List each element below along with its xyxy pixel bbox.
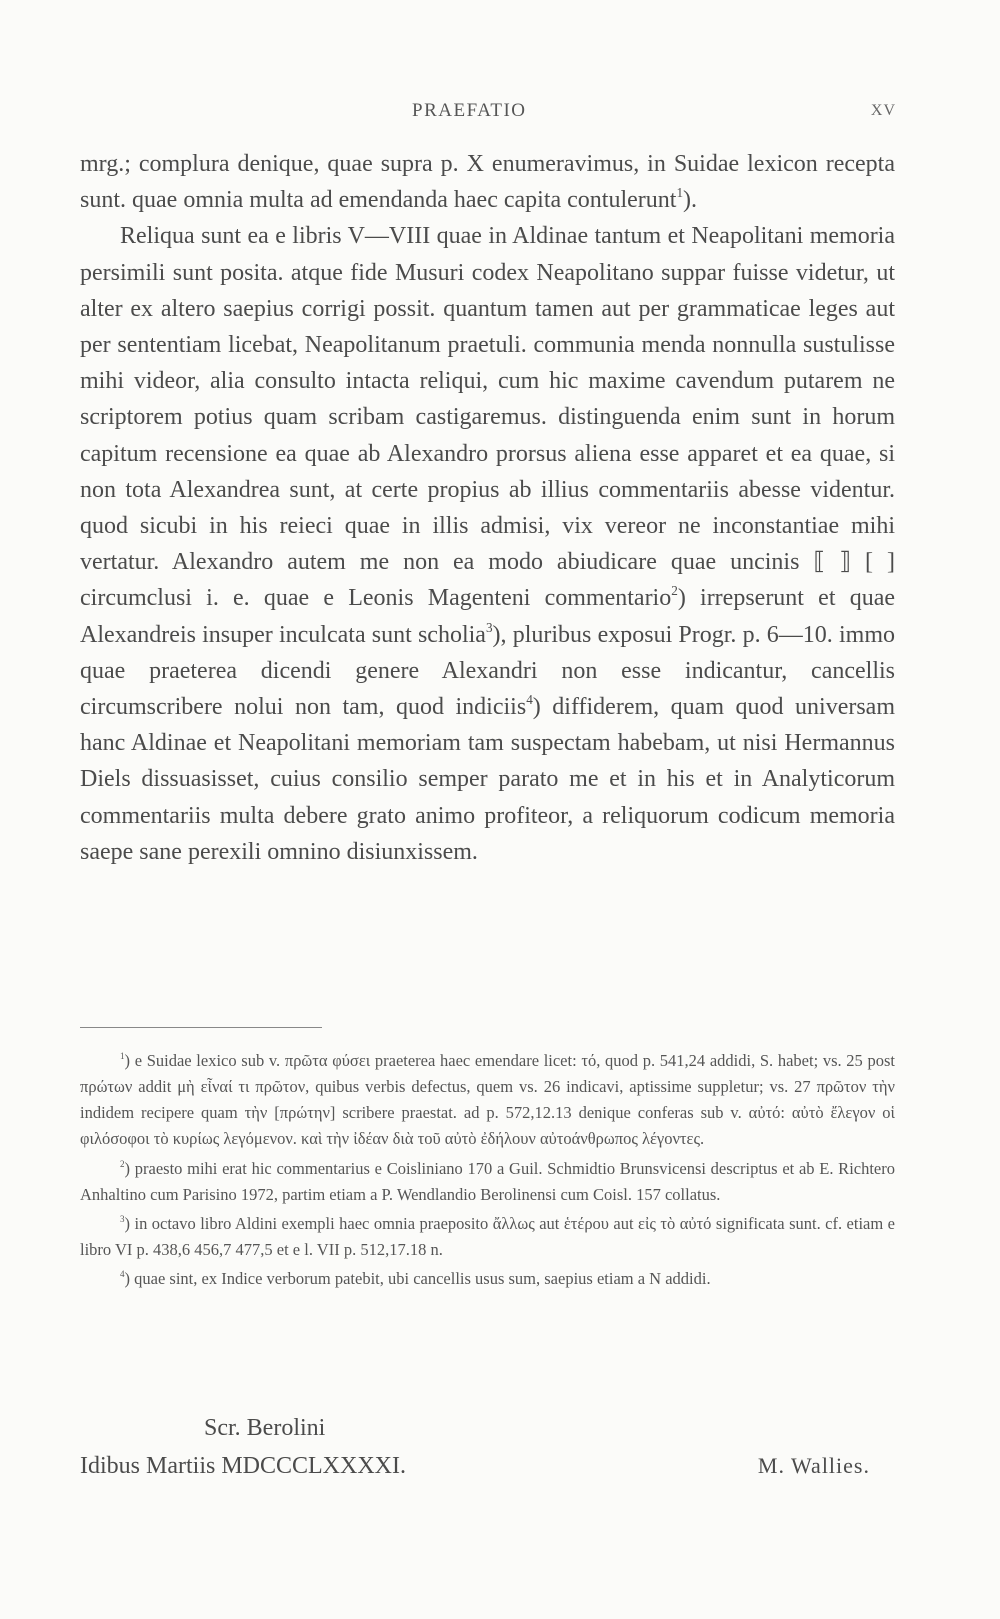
signature-block xyxy=(80,1415,895,1505)
footnote-2: $^2$) praesto mihi erat hic commentarius e Coisliniano 170 a Guil. Schmidtio Brunsvicensi descriptus et ab E. Richtero Anhaltino cum Parisino 1972, partim etiam a P. Wendlandio Berolinensi cum Coisl. 157 collatus. xyxy=(80,1159,895,1204)
footnote-1: $^1$) e Suidae lexico sub v. πρῶτα φύσει praeterea haec emendare licet: τό, quod p. 541,24 addidi, S. habet; vs. 25 post πρώτων addit μὴ εἶναί τι πρῶτον, quibus verbis defectus, quem vs. 26 indicavi, aptissime suppletur; vs. 27 πρῶτον τὴν indidem recipere quam τὴν [πρώτην] scribere praestat. ad p. 572,12.13 denique conferas sub v. αὐτό: αὐτὸ ἔλεγον οἱ φιλόσοφοι τὸ κυρίως λεγόμενον. καὶ τὴν ἰδέαν διὰ τοῦ αὐτὸ ἐδήλουν αὐτοάνθρωπος λέγοντες. xyxy=(80,1051,895,1148)
signature-date: Idibus Martiis MDCCCLXXXXI. xyxy=(80,1453,407,1479)
paragraph-1: mrg.; complura denique, quae supra p. X enumeravimus, in Suidae lexicon recepta sunt. quae omnia multa ad emendanda haec capita contulerunt$^1$). xyxy=(80,151,895,214)
running-header xyxy=(0,100,1000,130)
main-text xyxy=(80,146,895,870)
footnote-ref-1: 1 xyxy=(676,185,684,201)
running-title: PRAEFATIO xyxy=(412,100,527,121)
footnote-4: $^4$) quae sint, ex Indice verborum patebit, ubi cancellis usus sum, saepius etiam a N addidi. xyxy=(120,1269,711,1288)
page-number: XV xyxy=(870,102,896,119)
footnotes xyxy=(80,1048,895,1295)
footnote-ref-4: 4 xyxy=(526,692,533,708)
author-name: M. Wallies. xyxy=(757,1453,870,1478)
footnote-ref-2: 2 xyxy=(671,583,678,599)
signature-place: Scr. Berolini xyxy=(204,1415,326,1441)
footnote-3: $^3$) in octavo libro Aldini exempli haec omnia praeposito ἄλλως aut ἑτέρου aut εἰς τὸ αὐτό significata sunt. cf. etiam e libro VI p. 438,6 456,7 477,5 et e l. VII p. 512,17.18 n. xyxy=(80,1214,895,1259)
footnote-divider xyxy=(80,1027,322,1028)
footnote-ref-3: 3 xyxy=(485,619,493,635)
paragraph-2: Reliqua sunt ea e libris V—VIII quae in Aldinae tantum et Neapolitani memoria persimili sunt posita. atque fide Musuri codex Neapolitano suppar fuisse videtur, ut alter ex altero saepius corrigi possit. quantum tamen aut per grammaticae leges aut per sententiam licebat, Neapolitanum praetuli. communia menda nonnulla sustulisse mihi videor, alia consulto intacta reliqui, cum hic maxime cavendum putarem ne scriptorem potius quam scribam castigaremus. distinguenda enim sunt in horum capitum recensione ea quae ab Alexandro prorsus aliena esse apparet et ea quae, si non tota Alexandrea sunt, at certe propius ab illius commentariis abesse videntur. quod sicubi in his reieci quae in illis admisi, vix vereor ne inconstantiae mihi vertatur. Alexandro autem me non ea modo abiudicare quae uncinis ⟦ ⟧ [ ] circumclusi i. e. quae e Leonis Magenteni commentario$^2$) irrepserunt et quae Alexandreis insuper inculcata sunt scholia$^3$), pluribus exposui Progr. p. 6—10. immo quae praeterea dicendi genere Alexandri non esse indicantur, cancellis circumscribere nolui non tam, quod indiciis$^4$) diffiderem, quam quod universam hanc Aldinae et Neapolitani memoriam tam suspectam habebam, ut nisi Hermannus Diels dissuasisset, cuius consilio semper parato me et in his et in Analyticorum commentariis multa debere grato animo profiteor, a reliquorum codicum memoria saepe sane perexili omnino disiunxissem. xyxy=(80,223,896,865)
